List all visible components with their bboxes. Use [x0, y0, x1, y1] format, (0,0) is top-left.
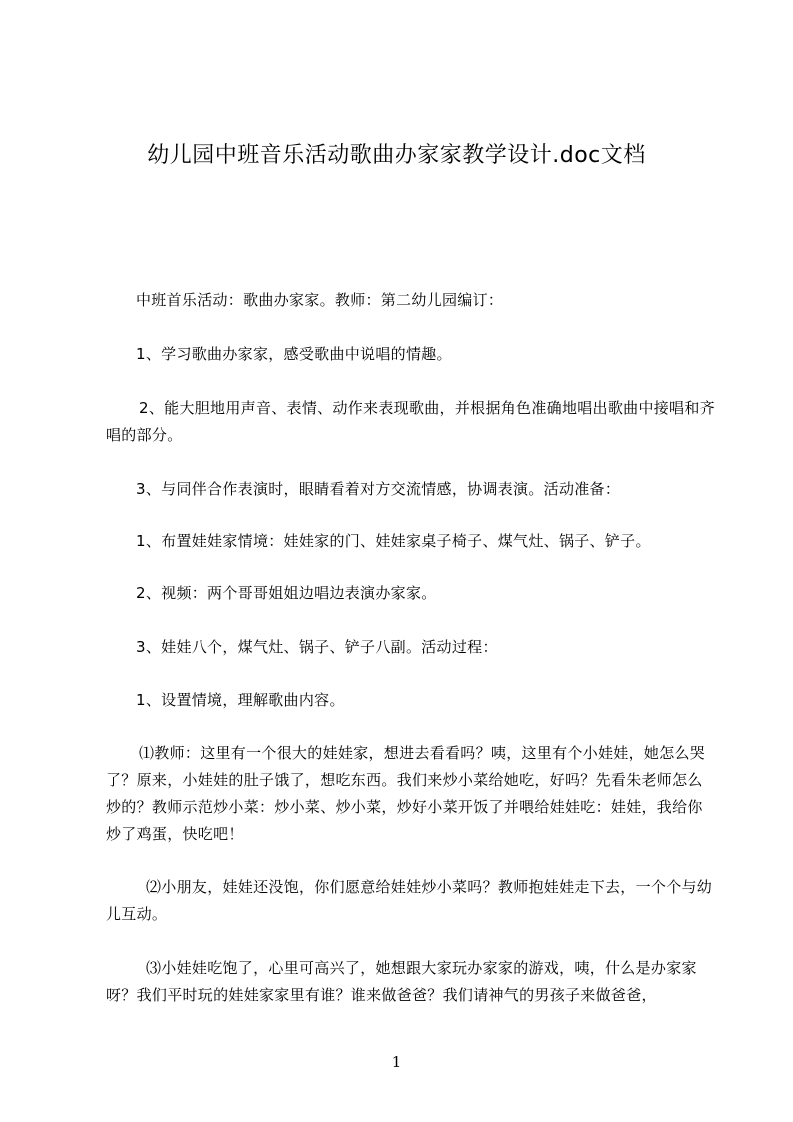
paragraph-process-1: 1、设置情境，理解歌曲内容。	[136, 691, 345, 709]
paragraph-process-step-1: ⑴教师：这里有一个很大的娃娃家，想进去看看吗？咦，这里有个小娃娃，她怎么哭了？原来，小娃娃的肚子饿了，想吃东西。我们来炒小菜给她吃，好吗？先看朱老师怎么炒的？教师示范炒小菜：炒小菜、炒小菜，炒好小菜开饭了并喂给娃娃吃：娃娃，我给你炒了鸡蛋，快吃吧！	[106, 744, 706, 843]
paragraph-goal-3: 3、与同伴合作表演时，眼睛看着对方交流情感，协调表演。活动准备：	[136, 480, 621, 498]
paragraph-prep-3: 3、娃娃八个，煤气灶、锅子、铲子八副。活动过程：	[136, 638, 498, 656]
document-title: 幼儿园中班音乐活动歌曲办家家教学设计.doc文档	[147, 143, 646, 168]
paragraph-process-step-3: ⑶小娃娃吃饱了，心里可高兴了，她想跟大家玩办家家的游戏，咦，什么是办家家呀？我们平时玩的娃娃家家里有谁？谁来做爸爸？我们请神气的男孩子来做爸爸，	[106, 959, 697, 1004]
paragraph-activity-header: 中班首乐活动：歌曲办家家。教师：第二幼儿园编订：	[136, 291, 504, 309]
paragraph-goal-1: 1、学习歌曲办家家，感受歌曲中说唱的情趣。	[136, 345, 452, 363]
page-number: 1	[391, 1053, 402, 1071]
paragraph-goal-2: 2、能大胆地用声音、表情、动作来表现歌曲，并根据角色准确地唱出歌曲中接唱和齐唱的部分。	[106, 399, 715, 444]
paragraph-process-step-2: ⑵小朋友，娃娃还没饱，你们愿意给娃娃炒小菜吗？教师抱娃娃走下去，一个个与幼儿互动。	[106, 878, 713, 923]
paragraph-prep-1: 1、布置娃娃家情境：娃娃家的门、娃娃家桌子椅子、煤气灶、锅子、铲子。	[136, 532, 651, 550]
paragraph-prep-2: 2、视频：两个哥哥姐姐边唱边表演办家家。	[136, 584, 437, 602]
